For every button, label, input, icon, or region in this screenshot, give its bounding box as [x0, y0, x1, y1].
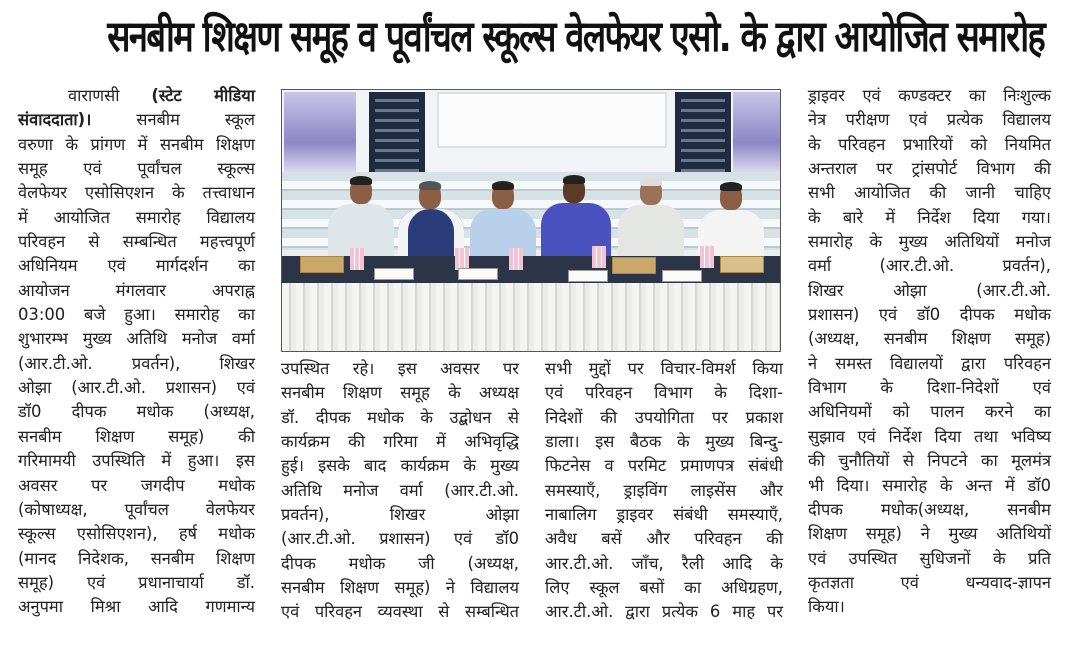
dateline-source-end: संवाददाता)।: [18, 110, 92, 130]
text-line: एवं उपस्थित सुधिजनों के प्रति: [808, 548, 1051, 568]
photo-poster-left: [369, 92, 425, 172]
text-line: सभी आयोजित की जानी चाहिए: [808, 183, 1051, 203]
text-line: आर.टी.ओ. जाँच, रैली आदि के: [545, 553, 783, 573]
text-line: प्रवर्तन), शिखर ओझा: [281, 505, 519, 525]
text-line: में आयोजित समारोह विद्यालय: [18, 207, 255, 227]
text-line: अवसर पर जगदीप मधोक: [18, 475, 255, 495]
text-line: ने समस्त विद्यालयों द्वारा परिवहन: [808, 353, 1051, 373]
article-column-3: [545, 357, 783, 625]
text-line: दीपक मधोक जी (अध्यक्ष,: [281, 553, 519, 573]
photo-tissue-box: [720, 256, 764, 273]
text-line: समूह एवं पूर्वांचल स्कूल्स: [18, 159, 255, 179]
text-line: डाला। इस बैठक के मुख्य बिन्दु-: [545, 432, 783, 452]
text-line: के बारे में निर्देश दिया गया।: [808, 207, 1051, 227]
photo-water-bottles: [592, 246, 606, 268]
text-line: कृतज्ञता एवं धन्यवाद-ज्ञापन: [808, 572, 1051, 592]
photo-name-card: [374, 268, 414, 280]
text-line: उपस्थित रहे। इस अवसर पर: [281, 359, 519, 378]
text-line: विभाग के दिशा-निदेशों एवं: [808, 378, 1051, 398]
text-line: (आर.टी.ओ. प्रवर्तन), शिखर: [18, 353, 255, 373]
text-line: अधिनियमों को पालन करने का: [808, 402, 1051, 422]
text-line: शिक्षण समूह) ने मुख्य अतिथियों: [808, 524, 1051, 544]
text-line: ड्राइवर एवं कण्डक्टर का निःशुल्क: [808, 86, 1051, 105]
text-line: संवाददाता)। सनबीम स्कूल: [18, 110, 255, 130]
photo-water-bottles: [700, 246, 714, 268]
text-line: एवं परिवहन विभाग के दिशा-: [545, 383, 783, 403]
text-line: (अध्यक्ष, सनबीम शिक्षण समूह): [808, 329, 1051, 349]
headline: सनबीम शिक्षण समूह व पूर्वांचल स्कूल्स वेलफेयर एसो. के द्वारा आयोजित समारोह: [107, 12, 1045, 62]
dateline: [18, 84, 255, 108]
text-line: फिटनेस व परमिट प्रमाणपत्र संबंधी: [545, 456, 783, 476]
photo-projection-screen: [437, 92, 667, 148]
text-line: डॉ0 दीपक मधोक (अध्यक्ष,: [18, 402, 255, 422]
dateline-place: वाराणसी: [68, 86, 120, 105]
article-column-4: [808, 84, 1051, 620]
text-line: सनबीम शिक्षण समूह) की: [18, 426, 255, 446]
photo-table-cloth: [282, 283, 780, 352]
text-line: शिखर ओझा (आर.टी.ओ.: [808, 280, 1051, 300]
photo-water-bottles: [350, 248, 364, 270]
text-line: दीपक मधोक(अध्यक्ष, सनबीम: [808, 499, 1051, 519]
photo-banner-left: [284, 92, 356, 176]
text-line: अन्तराल पर ट्रांसपोर्ट विभाग की: [808, 159, 1051, 179]
text-line: सुझाव एवं निर्देश दिया तथा भविष्य: [808, 426, 1051, 446]
photo-banner-right: [733, 92, 780, 176]
text-line: अवैध बसें और परिवहन की: [545, 529, 783, 549]
text-line: सनबीम शिक्षण समूह के अध्यक्ष: [281, 383, 519, 403]
article-column-2: [281, 357, 519, 625]
photo-water-bottles: [455, 248, 469, 270]
text-line: अनुपमा मिश्रा आदि गणमान्य: [18, 597, 255, 617]
text-line: (आर.टी.ओ. प्रशासन) एवं डॉ0: [281, 529, 519, 549]
text-line: एवं परिवहन व्यवस्था से सम्बन्धित: [281, 602, 519, 622]
text-line: 03:00 बजे हुआ। समारोह का: [18, 305, 255, 325]
photo-name-card: [662, 270, 702, 282]
text-line: आर.टी.ओ. द्वारा प्रत्येक 6 माह पर: [545, 602, 783, 622]
text-line: सनबीम शिक्षण समूह) ने विद्यालय: [281, 578, 519, 598]
photo-name-card: [568, 270, 608, 282]
text-line: समारोह के मुख्य अतिथियों मनोज: [808, 232, 1051, 252]
text-line: अतिथि मनोज वर्मा (आर.टी.ओ.: [281, 480, 519, 500]
text-line: कार्यक्रम की गरिमा में अभिवृद्धि: [281, 432, 519, 452]
text-line: की चुनौतियों से निपटने का मूलमंत्र: [808, 451, 1051, 471]
dateline-source-part: (स्टेट मीडिया: [151, 86, 255, 105]
event-photo: [281, 89, 781, 352]
text-line: समूह) एवं प्रधानाचार्या डॉ.: [18, 572, 255, 592]
text-line: लिए स्कूल बसों का अधिग्रहण,: [545, 578, 783, 598]
text-line: डॉ. दीपक मधोक के उद्बोधन से: [281, 407, 519, 427]
text-line: निदेशों की उपयोगिता पर प्रकाश: [545, 407, 783, 427]
text-line: भी दिया। समारोह के अन्त में डॉ0: [808, 475, 1051, 495]
photo-tissue-box: [300, 256, 344, 273]
text-line: किया।: [808, 597, 845, 617]
text-line: गरिमामयी उपस्थिति में हुआ। इस: [18, 451, 255, 471]
text-line: परिवहन से सम्बन्धित महत्त्वपूर्ण: [18, 232, 255, 252]
text-line: हुई। इसके बाद कार्यक्रम के मुख्य: [281, 456, 519, 476]
photo-water-bottles: [509, 248, 523, 270]
text-line: आयोजन मंगलवार अपराह्न: [18, 280, 255, 300]
text-line: (कोषाध्यक्ष, पूर्वांचल वेलफेयर: [18, 499, 255, 519]
text-line: ओझा (आर.टी.ओ. प्रशासन) एवं: [18, 378, 255, 398]
text-line: प्रशासन) एवं डॉ0 दीपक मधोक: [808, 305, 1051, 325]
text-line: शुभारम्भ मुख्य अतिथि मनोज वर्मा: [18, 329, 255, 349]
text-line: (मानद निदेशक, सनबीम शिक्षण: [18, 548, 255, 568]
text-line: स्कूल्स एसोसिएशन), हर्ष मधोक: [18, 524, 255, 544]
photo-name-card: [458, 268, 498, 280]
photo-poster-right: [675, 92, 731, 172]
text-line: सभी मुद्दों पर विचार-विमर्श किया: [545, 359, 783, 378]
text-line: वर्मा (आर.टी.ओ. प्रवर्तन),: [808, 256, 1051, 276]
article-column-1: [18, 84, 255, 620]
text-line: समस्याएँ, ड्राइविंग लाइसेंस और: [545, 480, 783, 500]
text-line: नेत्र परीक्षण एवं प्रत्येक विद्यालय: [808, 110, 1051, 130]
text-line: नाबालिग ड्राइवर संबंधी समस्याएँ,: [545, 505, 783, 525]
photo-tissue-box: [612, 257, 656, 274]
text-line: अधिनियम एवं मार्गदर्शन का: [18, 256, 255, 276]
text-line: वरुणा के प्रांगण में सनबीम शिक्षण: [18, 134, 255, 154]
text-line: के परिवहन प्रभारियों को नियमित: [808, 134, 1051, 154]
text-line: वेलफेयर एसोसिएशन के तत्त्वाधान: [18, 183, 255, 203]
